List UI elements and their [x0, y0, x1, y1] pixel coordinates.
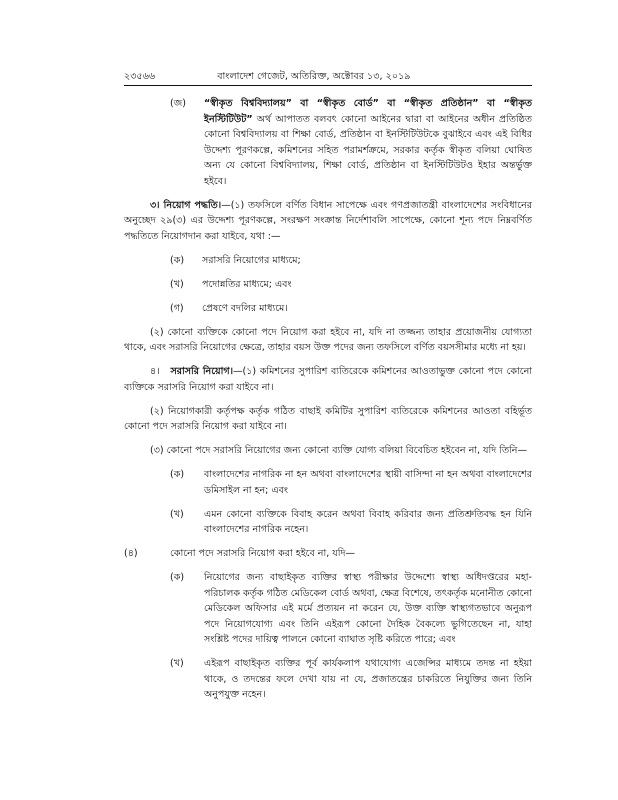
- appointment-methods-list: [124, 253, 532, 317]
- item-marker: (গ): [170, 302, 184, 314]
- page-header: [124, 70, 532, 85]
- section-4-sub-3: (৩) কোনো পদে সরাসরি নিয়োগের জন্য কোনো ব্যক্তি যোগ্য বলিয়া বিবেচিত হইবেন না, যদি তিনি—: [150, 445, 527, 456]
- disqualification-list: [124, 467, 532, 538]
- section-4-sub-4: [124, 546, 532, 562]
- item-text: বাংলাদেশের নাগরিক না হন অথবা বাংলাদেশের স্থায়ী বাসিন্দা না হন অথবা বাংলাদেশের ডমিসাইল না হন; এবং: [204, 469, 532, 496]
- item-marker: (খ): [170, 658, 184, 669]
- item-marker: (ক): [170, 469, 185, 480]
- section-4-marker: ৪।: [150, 366, 160, 377]
- item-text: প্রেষণে বদলির মাধ্যমে।: [202, 302, 288, 314]
- section-4-intro: [124, 364, 532, 395]
- item-text: এইরূপ বাছাইকৃত ব্যক্তির পূর্ব কার্যকলাপ যথাযোগ্য এজেন্সির মাধ্যমে তদন্ত না হইয়া থাকে, ও তদন্তের ফলে দেখা যায় না যে, প্রজাতন্ত্রের চাকরিতে নিযুক্তির জন্য তিনি অনুপযুক্ত নহেন।: [204, 658, 532, 700]
- section-3-sub-2: (২) কোনো ব্যক্তিকে কোনো পদে নিয়োগ করা হইবে না, যদি না তজ্জন্য তাহার প্রয়োজনীয় যোগ্যতা থাকে, এবং সরাসরি নিয়োগের ক্ষেত্রে, তাহার বয়স উক্ত পদের জন্য তফসিলে বর্ণিত বয়সসীমার মধ্যে না হয়।: [124, 326, 532, 353]
- section-3-text: —(১) তফসিলে বর্ণিত বিধান সাপেক্ষে এবং গণপ্রজাতন্ত্রী বাংলাদেশের সংবিধানের অনুচ্ছেদ ২৯(৩) এর উদ্দেশ্য পূরণকল্পে, সংরক্ষণ সংক্রান্ত নির্দেশাবলি সাপেক্ষে, কোনো শূন্য পদে নিম্নবর্ণিত পদ্ধতিতে নিয়োগদান করা যাইবে, যথা :—: [124, 199, 532, 242]
- section-4-heading: সরাসরি নিয়োগ।: [170, 366, 234, 377]
- gazette-title: বাংলাদেশ গেজেট, অতিরিক্ত, অক্টোবর ১৩, ২০১৯: [217, 71, 411, 82]
- item-text: নিয়োগের জন্য বাছাইকৃত ব্যক্তির স্বাস্থ্য পরীক্ষার উদ্দেশ্যে স্বাস্থ্য অধিদপ্তরের মহা-পরিচালক কর্তৃক গঠিত মেডিকেল বোর্ড অথবা, ক্ষেত্র বিশেষে, তৎকর্তৃক মনোনীত কোনো মেডিকেল অফিসার এই মর্মে প্রত্যয়ন না করেন যে, উক্ত ব্যক্তি স্বাস্থ্যগতভাবে অনুরূপ পদে নিয়োগযোগ্য এবং তিনি এইরূপ কোনো দৈহিক বৈকল্যে ভুগিতেছেন না, যাহা সংশ্লিষ্ট পদের দায়িত্ব পালনে কোনো ব্যাঘাত সৃষ্টি করিতে পারে; এবং: [204, 572, 532, 645]
- section-4-sub-2: (২) নিয়োগকারী কর্তৃপক্ষ কর্তৃক গঠিত বাছাই কমিটির সুপারিশ ব্যতিরেকে কমিশনের আওতা বহির্ভূত কোনো পদে সরাসরি নিয়োগ করা যাইবে না।: [124, 405, 532, 432]
- clause-j: [124, 96, 532, 189]
- list-item: [124, 301, 532, 317]
- clause-text: [204, 96, 532, 189]
- sub-marker: (৪): [124, 548, 138, 559]
- section-3-intro: [124, 198, 532, 245]
- list-item: [124, 277, 532, 293]
- header-divider: [124, 85, 532, 86]
- document-body: [124, 96, 532, 711]
- section-4-text: —(১) কমিশনের সুপারিশ ব্যতিরেকে কমিশনের আওতাভুক্ত কোনো পদে কোনো ব্যক্তিকে সরাসরি নিয়োগ করা যাইবে না।: [124, 366, 533, 393]
- clause-marker: (জ): [170, 98, 186, 109]
- list-item: [124, 656, 532, 703]
- defined-term: “স্বীকৃত বিশ্ববিদ্যালয়” বা “স্বীকৃত বোর্ড” বা “স্বীকৃত প্রতিষ্ঠান” বা “স্বীকৃত ইনস্টিটিউট”: [204, 98, 532, 125]
- list-item: [124, 467, 532, 498]
- medical-verification-list: [124, 570, 532, 703]
- definition-text: অর্থ আপাতত বলবৎ কোনো আইনের দ্বারা বা আইনের অধীন প্রতিষ্ঠিত কোনো বিশ্ববিদ্যালয় বা শিক্ষা বোর্ড, প্রতিষ্ঠান বা ইনস্টিটিউটকে বুঝাইবে এবং এই বিধির উদ্দেশ্য পূরণকল্পে, কমিশনের সহিত পরামর্শক্রমে, সরকার কর্তৃক স্বীকৃত বলিয়া ঘোষিত অন্য যে কোনো বিশ্ববিদ্যালয়, শিক্ষা বোর্ড, প্রতিষ্ঠান বা ইনস্টিটিউটও ইহার অন্তর্ভুক্ত হইবে।: [204, 113, 532, 187]
- item-text: পদোন্নতির মাধ্যমে; এবং: [202, 278, 292, 290]
- item-text: এমন কোনো ব্যক্তিকে বিবাহ করেন অথবা বিবাহ করিবার জন্য প্রতিশ্রুতিবদ্ধ হন যিনি বাংলাদেশের নাগরিক নহেন।: [204, 508, 532, 535]
- list-item: [124, 507, 532, 538]
- item-text: সরাসরি নিয়োগের মাধ্যমে;: [202, 254, 301, 266]
- list-item: [124, 253, 532, 269]
- item-marker: (খ): [170, 508, 184, 520]
- sub-text: কোনো পদে সরাসরি নিয়োগ করা হইবে না, যদি—: [170, 548, 355, 559]
- page-number: ২৩৫৬৬: [124, 71, 156, 82]
- item-marker: (খ): [170, 278, 184, 290]
- list-item: [124, 570, 532, 648]
- item-marker: (ক): [170, 254, 185, 266]
- item-marker: (ক): [170, 572, 185, 583]
- section-3-heading: ৩। নিয়োগ পদ্ধতি।: [150, 199, 222, 211]
